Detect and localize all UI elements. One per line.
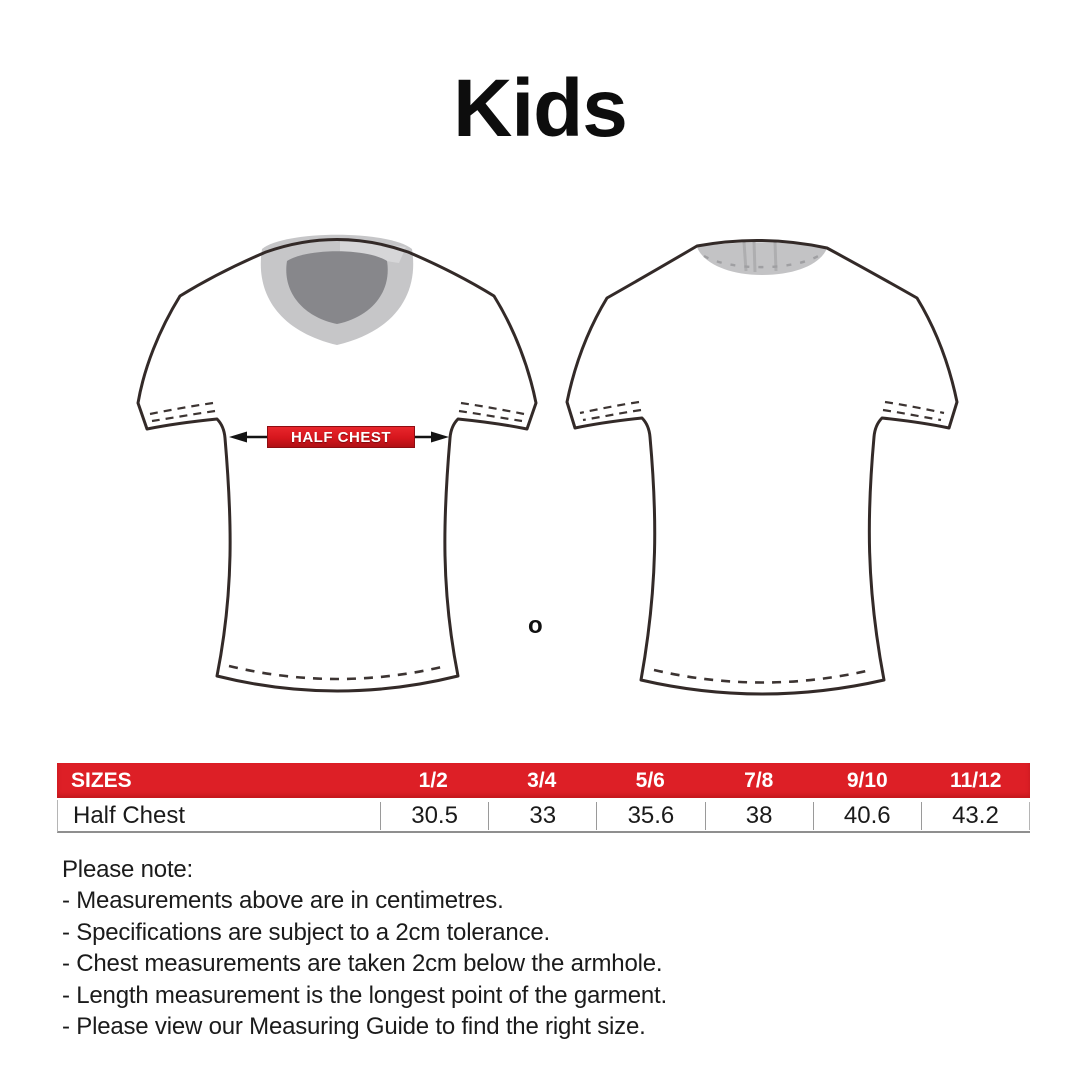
header-cell-size-7-8: 7/8 [744, 768, 774, 792]
notes-heading: Please note: [62, 856, 194, 883]
half-chest-value-9-10: 40.6 [813, 802, 921, 830]
half-chest-value-5-6: 35.6 [596, 802, 704, 830]
header-cell-size-9-10: 9/10 [846, 768, 888, 792]
front-tshirt-outline [138, 240, 536, 692]
back-tshirt-outline [567, 240, 957, 694]
size-table-row-half-chest [57, 800, 1030, 833]
half-chest-value-7-8: 38 [705, 802, 813, 830]
header-cell-size-11-12: 11/12 [950, 768, 1002, 792]
notes-section [62, 854, 667, 1042]
half-chest-value-1-2: 30.5 [380, 802, 488, 830]
header-cell-sizes: SIZES [71, 768, 132, 792]
size-table-header-row [57, 763, 1030, 798]
note-item-chest: - Chest measurements are taken 2cm below the armhole. [62, 950, 663, 978]
back-tshirt-drawing [567, 240, 957, 694]
note-item-length: - Length measurement is the longest point of the garment. [62, 981, 667, 1009]
stray-o-character: o [528, 612, 543, 639]
header-cell-size-5-6: 5/6 [635, 768, 665, 792]
page-title: Kids [453, 63, 627, 154]
half-chest-value-11-12: 43.2 [921, 802, 1030, 830]
half-chest-measure-label-text: HALF CHEST [291, 428, 391, 446]
header-cell-size-3-4: 3/4 [527, 768, 557, 792]
row-label-half-chest: Half Chest [73, 801, 186, 829]
note-item-tolerance: - Specifications are subject to a 2cm tolerance. [62, 918, 550, 946]
note-item-units: - Measurements above are in centimetres. [62, 887, 504, 915]
half-chest-measure-label [267, 426, 415, 448]
size-table [57, 763, 1030, 833]
note-item-guide: - Please view our Measuring Guide to find the right size. [62, 1013, 646, 1041]
header-cell-size-1-2: 1/2 [418, 768, 448, 792]
front-tshirt-drawing [138, 235, 536, 691]
half-chest-value-3-4: 33 [488, 802, 596, 830]
